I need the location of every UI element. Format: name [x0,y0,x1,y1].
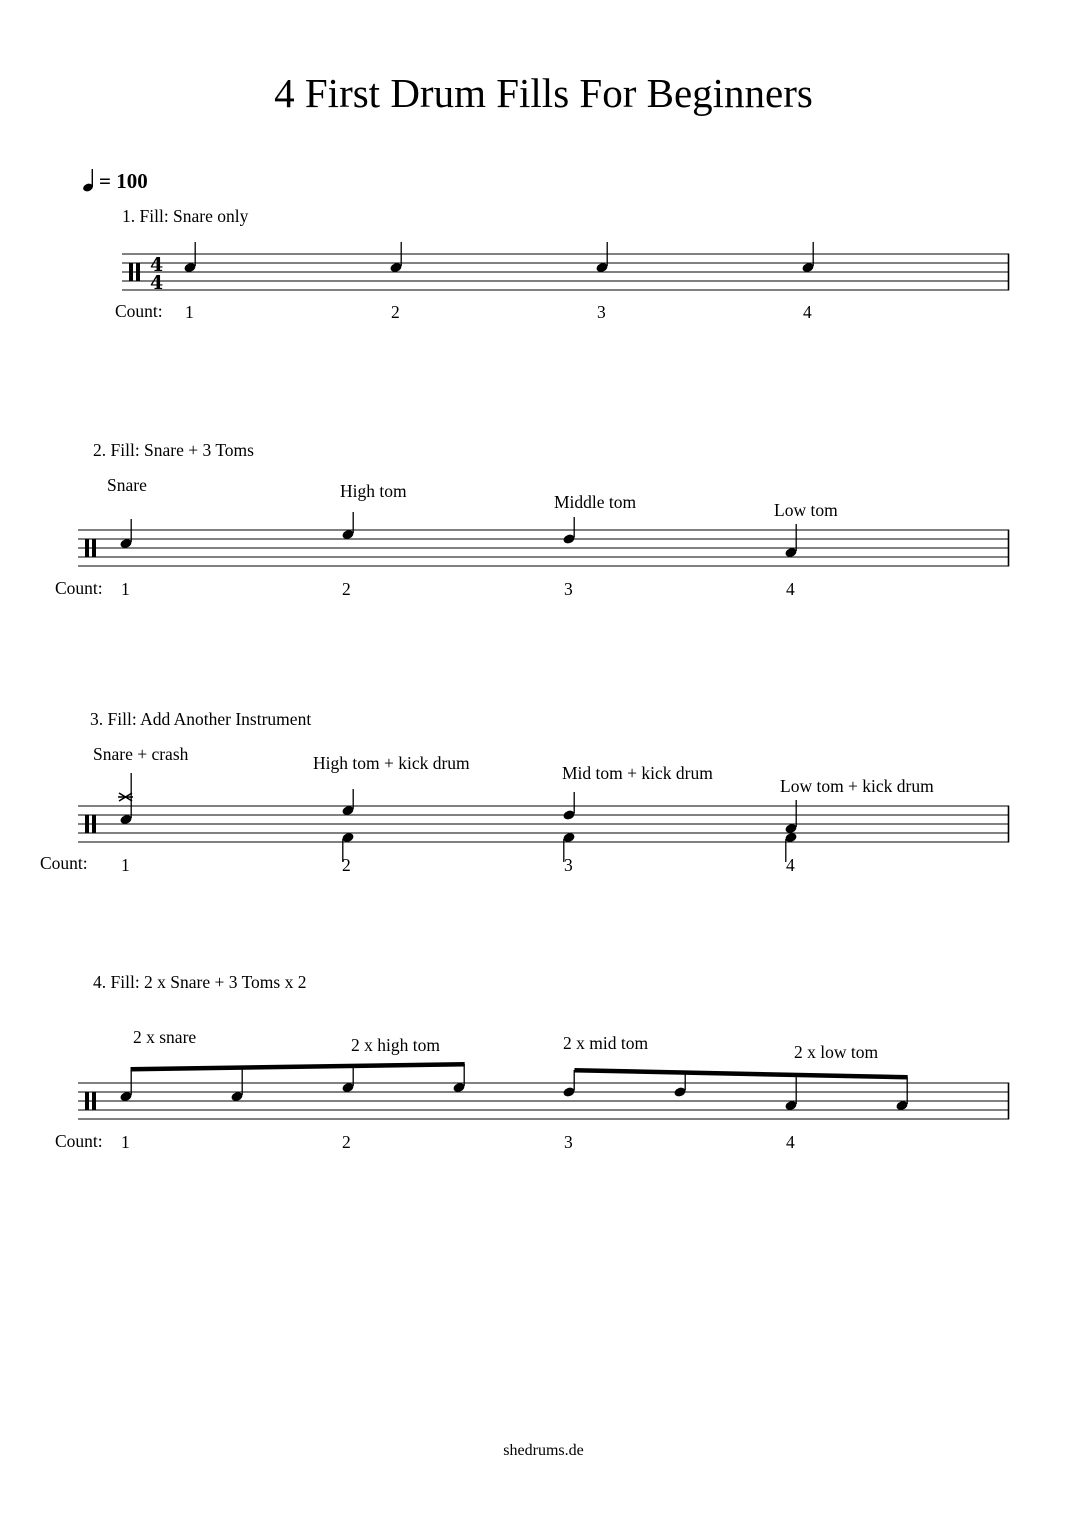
fill-1-count-3: 3 [597,302,606,322]
fill-4-count-3: 3 [564,1132,573,1152]
svg-text:4: 4 [150,254,164,276]
fill-3-count-3: 3 [564,855,573,875]
fill-3-annotation-4: Low tom + kick drum [780,776,934,796]
note-mid-tom [562,1070,575,1098]
note-high-tom [341,1066,354,1093]
svg-text:4: 4 [150,272,164,294]
note-snare [119,1069,132,1102]
fill-3-annotation-2: High tom + kick drum [313,753,470,773]
fill-1-count-label: Count: [115,301,163,321]
fill-4-heading: 4. Fill: 2 x Snare + 3 Toms x 2 [93,972,307,992]
fill-4-count-1: 1 [121,1132,130,1152]
fill-1-count-2: 2 [391,302,400,322]
fill-2-count-4: 4 [786,579,795,599]
note-mid-tom [673,1072,686,1098]
fill-4-annotation-4: 2 x low tom [794,1042,879,1062]
note-snare [230,1068,243,1102]
fill-2-count-2: 2 [342,579,351,599]
fill-3-count-label: Count: [40,853,88,873]
fill-3-count-2: 2 [342,855,351,875]
fill-4-annotation-3: 2 x mid tom [563,1033,649,1053]
fill-1-heading: 1. Fill: Snare only [122,206,249,226]
fill-2-annotation-snare: Snare [107,475,147,495]
fill-4-annotation-1: 2 x snare [133,1027,197,1047]
fill-4-count-label: Count: [55,1131,103,1151]
beam [131,1062,465,1072]
note-low-tom [895,1077,908,1111]
fill-3-count-1: 1 [121,855,130,875]
fill-2-count-3: 3 [564,579,573,599]
fill-3-count-4: 4 [786,855,795,875]
note-high-tom [452,1064,465,1093]
fill-2-count-1: 1 [121,579,130,599]
fill-4-notes [119,1062,908,1111]
fill-4-count-4: 4 [786,1132,795,1152]
fill-2-annotation-low-tom: Low tom [774,500,838,520]
fill-3-annotation-1: Snare + crash [93,744,189,764]
fill-3-heading: 3. Fill: Add Another Instrument [90,709,312,729]
fill-2-count-label: Count: [55,578,103,598]
fill-4-count-2: 2 [342,1132,351,1152]
footer-site-name: shedrums.de [503,1442,584,1459]
fill-4-annotation-2: 2 x high tom [351,1035,440,1055]
tempo-bpm: 100 [116,169,148,193]
note-low-tom [784,1075,797,1111]
fill-2-annotation-high-tom: High tom [340,481,407,501]
fill-1-count-1: 1 [185,302,194,322]
fill-2-heading: 2. Fill: Snare + 3 Toms [93,440,254,460]
fill-2-annotation-middle-tom: Middle tom [554,492,637,512]
fill-1-count-4: 4 [803,302,812,322]
beam [575,1068,908,1080]
tempo-equals: = [99,169,111,193]
page-title: 4 First Drum Fills For Beginners [274,70,813,116]
fill-3-annotation-3: Mid tom + kick drum [562,763,713,783]
